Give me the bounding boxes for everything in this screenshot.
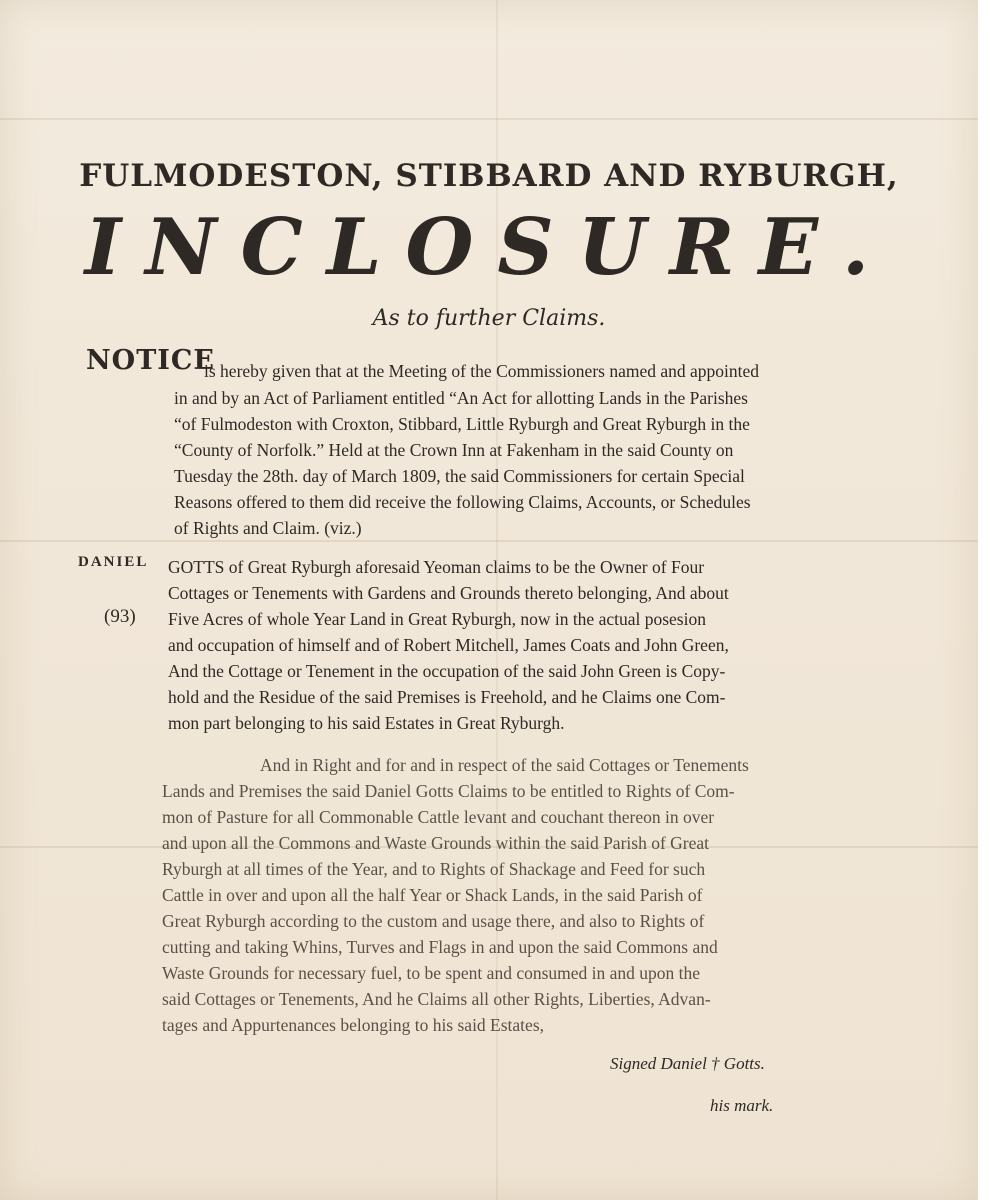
document-title: INCLOSURE.	[84, 202, 894, 293]
rights-line: and upon all the Commons and Waste Grounds within the said Parish of Great	[162, 833, 710, 853]
notice-line: “of Fulmodeston with Croxton, Stibbard, Little Ryburgh and Great Ryburgh in the	[174, 414, 750, 434]
rights-line: cutting and taking Whins, Turves and Flags in and upon the said Commons and	[162, 937, 718, 957]
rights-line: tages and Appurtenances belonging to his said Estates,	[162, 1015, 545, 1035]
notice-paragraph	[174, 385, 751, 541]
signature-mark: his mark.	[710, 1096, 774, 1115]
claim-line: mon part belonging to his said Estates in Great Ryburgh.	[168, 713, 565, 733]
claimant-name: DANIEL	[78, 554, 149, 570]
claim-paragraph	[168, 554, 729, 736]
signature-line: Signed Daniel † Gotts.	[610, 1054, 765, 1073]
claim-line: Cottages or Tenements with Gardens and Grounds thereto belonging, And about	[168, 583, 729, 603]
notice-first-line: is hereby given that at the Meeting of the Commissioners named and appointed	[204, 361, 760, 381]
rights-paragraph	[162, 778, 735, 1038]
rights-line: Lands and Premises the said Daniel Gotts Claims to be entitled to Rights of Com-	[162, 781, 735, 801]
claim-line: GOTTS of Great Ryburgh aforesaid Yeoman claims to be the Owner of Four	[168, 557, 705, 577]
document-subtitle: As to further Claims.	[372, 306, 606, 331]
claim-line: hold and the Residue of the said Premises is Freehold, and he Claims one Com-	[168, 687, 726, 707]
claim-line: And the Cottage or Tenement in the occupation of the said John Green is Copy-	[168, 661, 726, 681]
claim-line: and occupation of himself and of Robert Mitchell, James Coats and John Green,	[168, 635, 729, 655]
rights-first-line: And in Right and for and in respect of the said Cottages or Tenements	[260, 755, 749, 775]
notice-line: Reasons offered to them did receive the following Claims, Accounts, or Schedules	[174, 492, 751, 512]
rights-line: Waste Grounds for necessary fuel, to be spent and consumed in and upon the	[162, 963, 701, 983]
document-headline: FULMODESTON, STIBBARD AND RYBURGH,	[79, 158, 899, 194]
notice-line: in and by an Act of Parliament entitled “An Act for allotting Lands in the Parishes	[174, 388, 748, 408]
rights-line: Great Ryburgh according to the custom and usage there, and also to Rights of	[162, 911, 705, 931]
rights-line: said Cottages or Tenements, And he Claims all other Rights, Liberties, Advan-	[162, 989, 711, 1009]
rights-line: Cattle in over and upon all the half Year or Shack Lands, in the said Parish of	[162, 885, 703, 905]
claim-number: (93)	[104, 606, 136, 627]
notice-lead: NOTICE	[86, 345, 215, 376]
rights-line: mon of Pasture for all Commonable Cattle levant and couchant thereon in over	[162, 807, 715, 827]
notice-line: “County of Norfolk.” Held at the Crown Inn at Fakenham in the said County on	[174, 440, 734, 460]
claim-line: Five Acres of whole Year Land in Great Ryburgh, now in the actual posesion	[168, 609, 706, 629]
rights-line: Ryburgh at all times of the Year, and to Rights of Shackage and Feed for such	[162, 859, 706, 879]
notice-line: Tuesday the 28th. day of March 1809, the said Commissioners for certain Special	[174, 466, 745, 486]
notice-line: of Rights and Claim. (viz.)	[174, 518, 362, 538]
fold-crease	[0, 118, 978, 120]
